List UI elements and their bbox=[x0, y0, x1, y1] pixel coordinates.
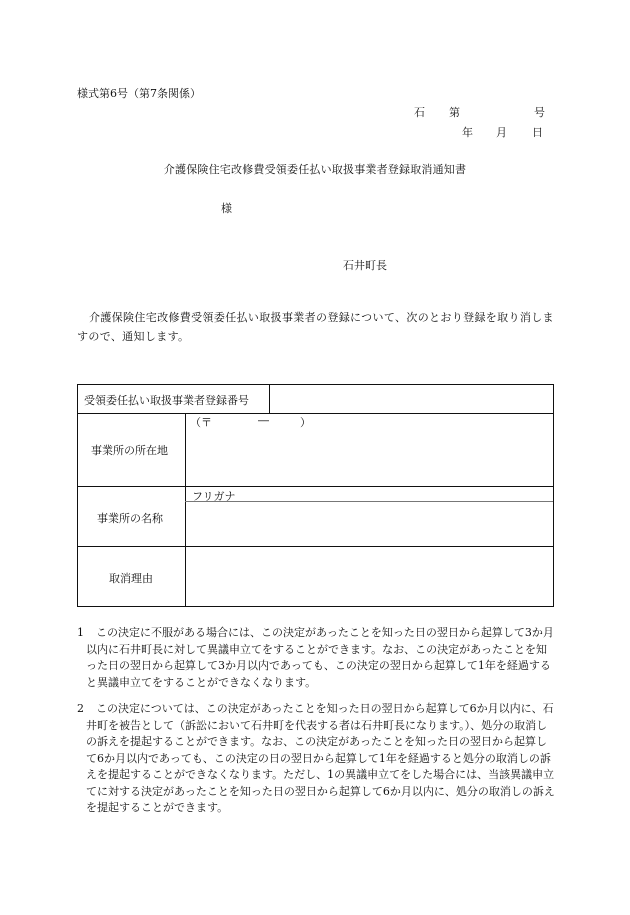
table-row-divider bbox=[78, 413, 553, 414]
document-title: 介護保険住宅改修費受領委任払い取扱事業者登録取消通知書 bbox=[163, 163, 467, 176]
body-paragraph: 介護保険住宅改修費受領委任払い取扱事業者の登録について、次のとおり登録を取り消しますので、通知します。 bbox=[77, 311, 554, 343]
postal-open: （〒 bbox=[190, 416, 212, 429]
note-text: この決定については、この決定があったことを知った日の翌日から起算して6か月以内に、石井町を被告として（訴訟において石井町を代表する者は石井町長になります。）、処分の取消しの訴えを提起することができます。なお、この決定があったことを知った日の翌日から起算して6か月以内であっても、この決定の日の翌日から起算して1年を経過すると処分の取消しの訴えを提起することができなくなります。ただし、1の異議申立てをした場合には、当該異議申立てに対する決定があったことを知った日の翌日から起算して6か月以内に、処分の取消しの訴えを提起することができます。 bbox=[86, 702, 555, 814]
table-divider bbox=[185, 413, 186, 606]
document-number-mid: 第 bbox=[449, 106, 460, 119]
furigana-divider bbox=[185, 501, 553, 502]
note-item bbox=[77, 625, 557, 691]
addressee-suffix: 様 bbox=[221, 202, 232, 215]
sender-name: 石井町長 bbox=[343, 259, 387, 272]
address-label: 事業所の所在地 bbox=[91, 444, 168, 457]
table-row-divider bbox=[78, 486, 553, 487]
note-item bbox=[77, 701, 557, 817]
form-number: 様式第6号（第7条関係） bbox=[77, 87, 201, 100]
reg-number-label: 受領委任払い取扱事業者登録番号 bbox=[84, 394, 249, 407]
furigana-label: フリガナ bbox=[192, 490, 236, 503]
note-number: 1 bbox=[77, 626, 84, 639]
document-number-prefix: 石 bbox=[414, 106, 425, 119]
registration-table bbox=[77, 384, 554, 607]
business-name-label: 事業所の名称 bbox=[97, 512, 163, 525]
postal-dash: ― bbox=[258, 414, 269, 427]
document-number-suffix: 号 bbox=[534, 106, 545, 119]
table-divider bbox=[269, 385, 270, 413]
table-row-divider bbox=[78, 546, 553, 547]
note-text: この決定に不服がある場合には、この決定があったことを知った日の翌日から起算して3か月以内に石井町長に対して異議申立てをすることができます。なお、この決定があったことを知った日の翌日から起算して3か月以内であっても、この決定の翌日から起算して1年を経過すると異議申立てをすることができなくなります。 bbox=[86, 626, 554, 689]
date-day: 日 bbox=[532, 126, 543, 139]
date-year: 年 bbox=[462, 126, 473, 139]
cancellation-reason-label: 取消理由 bbox=[109, 572, 153, 585]
postal-close: ） bbox=[300, 416, 311, 429]
note-number: 2 bbox=[77, 702, 84, 715]
date-month: 月 bbox=[496, 126, 507, 139]
